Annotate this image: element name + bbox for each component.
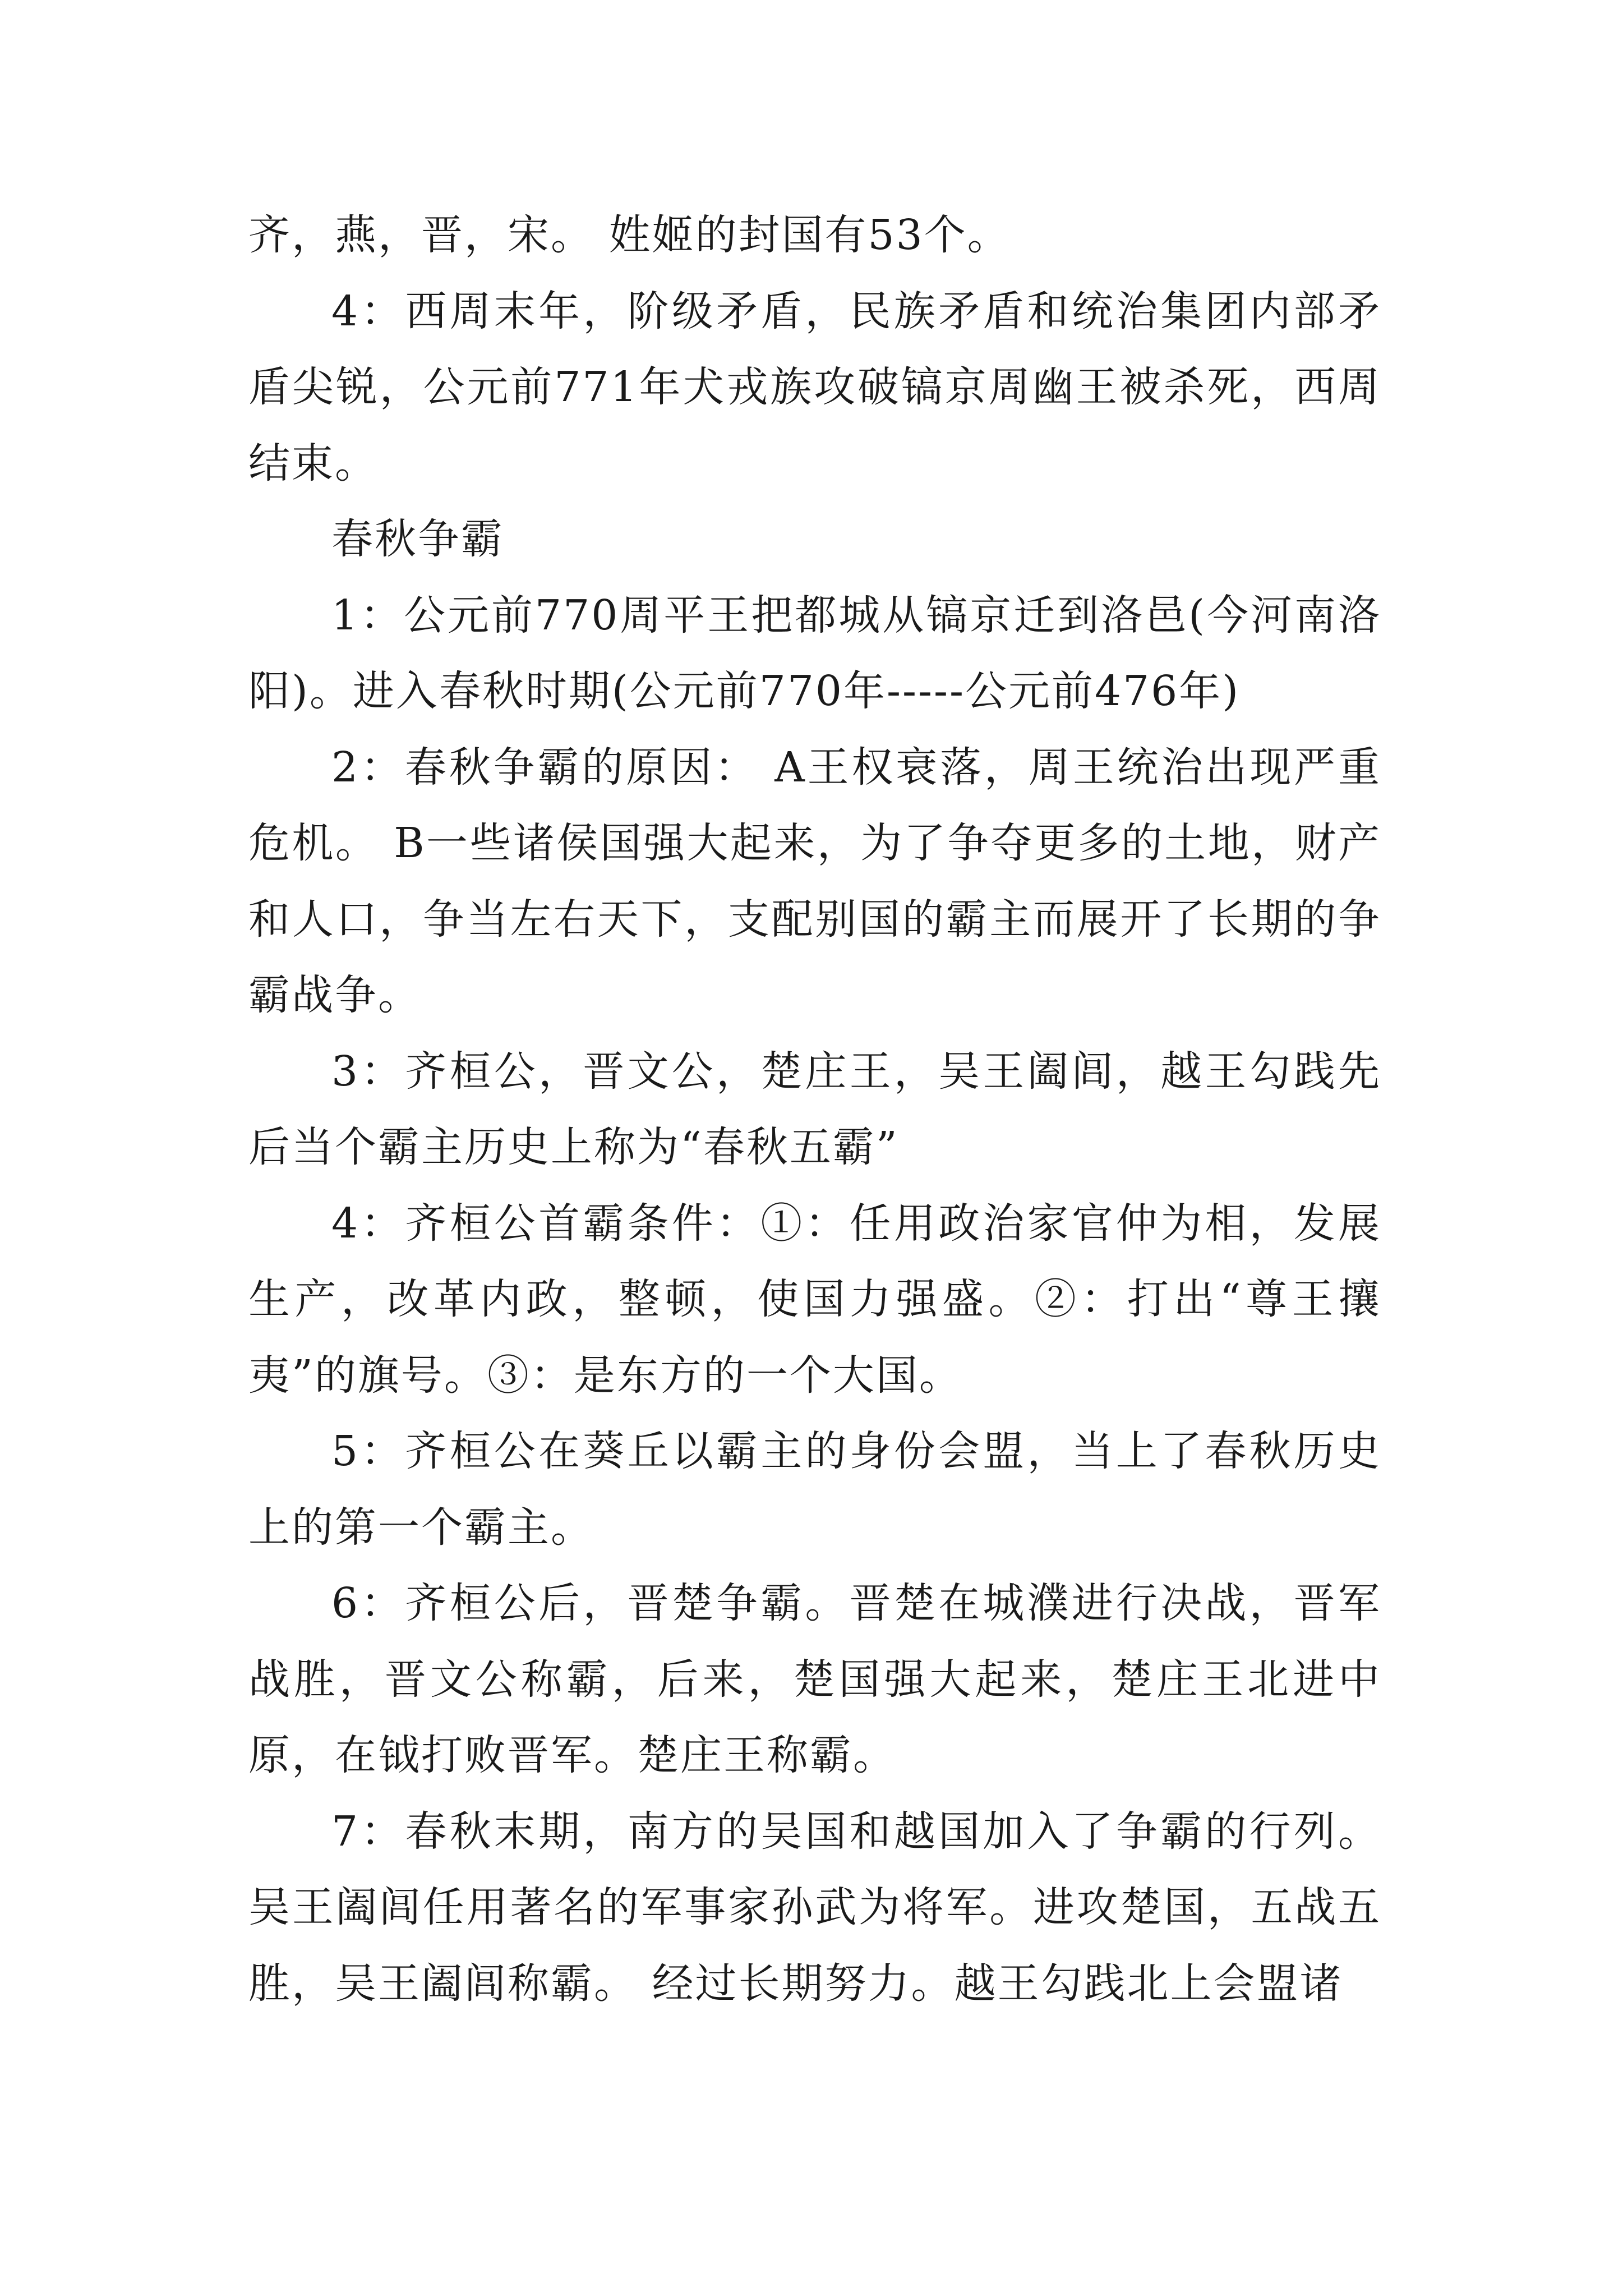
paragraph-item-3: 3：齐桓公，晋文公，楚庄王，吴王阖闾，越王勾践先后当个霸主历史上称为“春秋五霸”	[248, 1047, 1381, 1171]
paragraph-item-2: 2：春秋争霸的原因： A王权衰落，周王统治出现严重危机。 B一些诸侯国强大起来，为了争夺更多的土地，财产和人口，争当左右天下，支配别国的霸主而展开了长期的争霸战争。	[248, 743, 1381, 1019]
paragraph-item-5: 5：齐桓公在葵丘以霸主的身份会盟，当上了春秋历史上的第一个霸主。	[248, 1427, 1381, 1552]
paragraph-west-zhou-end: 4：西周末年，阶级矛盾，民族矛盾和统治集团内部矛盾尖锐，公元前771年犬戎族攻破镐京周幽王被杀死，西周结束。	[248, 287, 1381, 487]
document-body	[248, 197, 1381, 2022]
paragraph-item-7: 7：春秋末期，南方的吴国和越国加入了争霸的行列。吴王阖闾任用著名的军事家孙武为将军。进攻楚国，五战五胜，吴王阖闾称霸。 经过长期努力。越王勾践北上会盟诸	[248, 1807, 1381, 2008]
paragraph-continuation: 齐，燕，晋，宋。 姓姬的封国有53个。	[248, 211, 1011, 259]
paragraph-item-4: 4：齐桓公首霸条件：①：任用政治家官仲为相，发展生产，改革内政，整顿，使国力强盛。②：打出“尊王攘夷”的旗号。③：是东方的一个大国。	[248, 1199, 1381, 1400]
section-heading-spring-autumn: 春秋争霸	[331, 515, 504, 563]
paragraph-item-6: 6：齐桓公后，晋楚争霸。晋楚在城濮进行决战，晋军战胜，晋文公称霸，后来，楚国强大起来，楚庄王北进中原，在钺打败晋军。楚庄王称霸。	[248, 1579, 1381, 1779]
paragraph-item-1: 1：公元前770周平王把都城从镐京迁到洛邑(今河南洛阳)。进入春秋时期(公元前770年-----公元前476年)	[248, 591, 1381, 715]
